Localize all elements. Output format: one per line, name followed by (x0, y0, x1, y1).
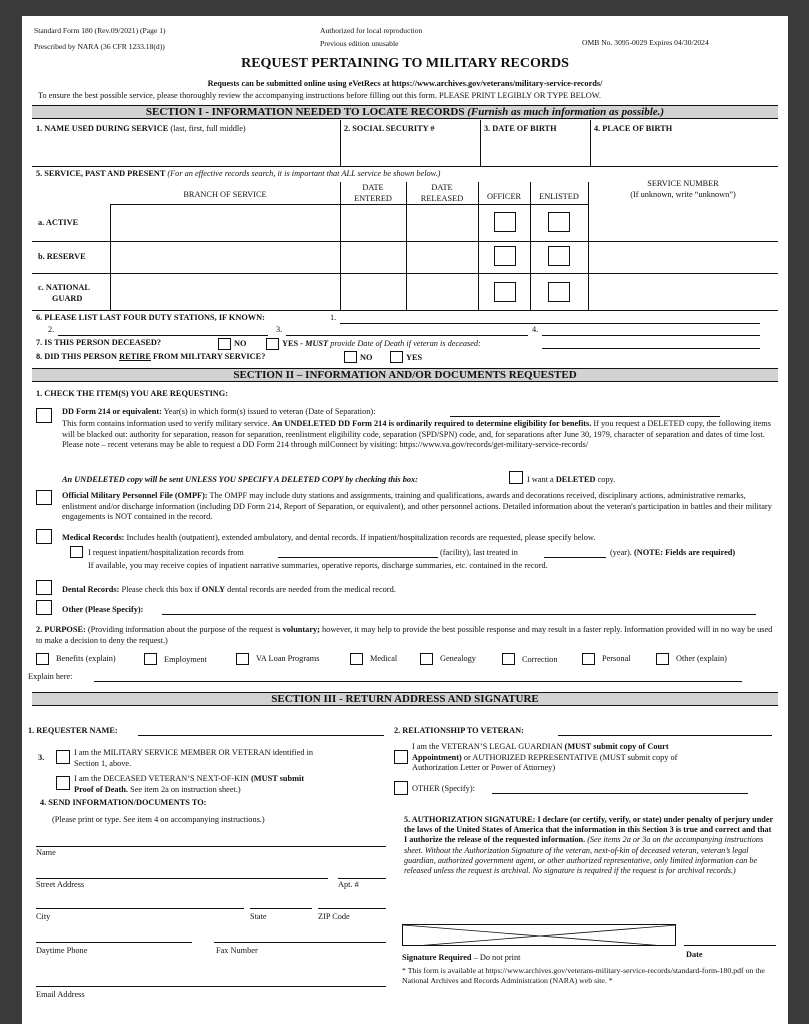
guardian-label: I am the VETERAN’S LEGAL GUARDIAN (MUST submit copy of Court Appointment) or AUTHORIZED REPRESENTATIVE (MUST submit copy of Authorization Letter or Power of Attorney) (412, 742, 678, 773)
form-title: REQUEST PERTAINING TO MILITARY RECORDS (241, 56, 569, 71)
fax-label: Fax Number (216, 946, 258, 955)
zip-line[interactable] (318, 908, 386, 909)
reproduction-note: Authorized for local reproduction (320, 26, 423, 35)
retire-yes-label: YES (406, 353, 423, 362)
signature-label: Signature Required – Do not print (402, 953, 521, 962)
purpose-medical-checkbox[interactable] (350, 653, 363, 665)
requester-name-line[interactable] (138, 735, 384, 736)
form-id: Standard Form 180 (Rev.09/2021) (Page 1) (34, 26, 166, 35)
purpose-other-label: Other (explain) (676, 654, 727, 663)
name-line[interactable] (36, 846, 386, 847)
field-1-label: 1. NAME USED DURING SERVICE (last, first, full middle) (36, 124, 246, 133)
other-relationship-line[interactable] (492, 793, 748, 794)
purpose-va-loan-checkbox[interactable] (236, 653, 249, 665)
purpose-genealogy-checkbox[interactable] (420, 653, 433, 665)
item-3-label: 3. (38, 753, 45, 762)
other-records-line[interactable] (162, 614, 756, 615)
duty-station-3-line[interactable] (286, 335, 528, 336)
purpose-employment-checkbox[interactable] (144, 653, 157, 665)
section-3-header: SECTION III - RETURN ADDRESS AND SIGNATURE (32, 692, 778, 706)
undeleted-note: An UNDELETED copy will be sent UNLESS YOU SPECIFY A DELETED COPY by checking this box: (62, 475, 418, 484)
dd214-years-line[interactable] (450, 416, 720, 417)
duty-station-1-line[interactable] (340, 323, 760, 324)
inpatient-label-a: I request inpatient/hospitalization records from (88, 548, 244, 557)
facility-line[interactable] (278, 557, 438, 558)
deceased-yes-label: YES - MUST provide Date of Death if veteran is deceased: (282, 339, 481, 348)
field-2-label: 2. SOCIAL SECURITY # (344, 124, 435, 133)
col-officer: OFFICER (486, 192, 522, 201)
purpose-medical-label: Medical (370, 654, 398, 663)
street-line[interactable] (36, 878, 328, 879)
section-1-title-note: (Furnish as much information as possible.) (467, 106, 665, 118)
phone-line[interactable] (36, 942, 192, 943)
dd214-checkbox[interactable] (36, 408, 52, 423)
field-3-label: 3. DATE OF BIRTH (484, 124, 557, 133)
other-relationship-label: OTHER (Specify): (412, 784, 475, 793)
deceased-yes-checkbox[interactable] (266, 338, 279, 350)
row-national-guard: c. NATIONAL GUARD (38, 283, 90, 303)
evetrecs-note: Requests can be submitted online using eVetRecs at https://www.archives.gov/veterans/military-service-records/ (207, 79, 603, 88)
col-date-released: DATE RELEASED (420, 183, 464, 203)
purpose-personal-checkbox[interactable] (582, 653, 595, 665)
explain-label: Explain here: (28, 672, 73, 681)
guardian-checkbox[interactable] (394, 750, 408, 764)
deleted-copy-checkbox[interactable] (509, 471, 523, 484)
relationship-line[interactable] (558, 735, 772, 736)
purpose-personal-label: Personal (602, 654, 631, 663)
dental-checkbox[interactable] (36, 580, 52, 595)
duty-station-4-line[interactable] (542, 335, 760, 336)
retire-yes-checkbox[interactable] (390, 351, 403, 363)
dob-input-area[interactable] (482, 136, 588, 164)
purpose-correction-label: Correction (522, 655, 558, 664)
omb-number: OMB No. 3095-0029 Expires 04/30/2024 (582, 38, 709, 47)
duty-station-4-num: 4. (532, 325, 539, 334)
active-enlisted-checkbox[interactable] (548, 212, 570, 232)
purpose-description: 2. PURPOSE: (Providing information about the purpose of the request is voluntary; however, it may help to provide the best possible response and may result in a faster reply. Information provided will in no way be used to make a decision to deny the request.) (36, 625, 773, 645)
deceased-no-label: NO (234, 339, 247, 348)
row-reserve: b. RESERVE (38, 252, 86, 261)
form-page (22, 16, 788, 1024)
purpose-employment-label: Employment (164, 655, 207, 664)
requester-name-label: 1. REQUESTER NAME: (28, 726, 118, 735)
section-2-header: SECTION II – INFORMATION AND/OR DOCUMENTS REQUESTED (32, 368, 778, 382)
col-service-number: SERVICE NUMBER (If unknown, write “unknown”) (630, 179, 736, 199)
name-input-area[interactable] (34, 136, 338, 164)
inpatient-checkbox[interactable] (70, 546, 83, 558)
send-to-label: 4. SEND INFORMATION/DOCUMENTS TO: (40, 798, 207, 807)
street-label: Street Address (36, 880, 85, 889)
guard-officer-checkbox[interactable] (494, 282, 516, 302)
inpatient-sub: If available, you may receive copies of inpatient narrative summaries, operative reports, discharge summaries, etc. contained in the record. (88, 561, 548, 570)
email-label: Email Address (36, 990, 85, 999)
col-enlisted: ENLISTED (539, 192, 579, 201)
medical-checkbox[interactable] (36, 529, 52, 544)
inpatient-label-b: (facility), last treated in (440, 548, 518, 557)
date-line[interactable] (684, 945, 776, 946)
email-line[interactable] (36, 986, 386, 987)
prescribed-by: Prescribed by NARA (36 CFR 1233.18(d)) (34, 42, 165, 51)
ompf-checkbox[interactable] (36, 490, 52, 505)
purpose-benefits-label: Benefits (explain) (56, 654, 116, 663)
field-7-label: 7. IS THIS PERSON DECEASED? (36, 338, 162, 347)
authorization-text: 5. AUTHORIZATION SIGNATURE: I declare (or certify, verify, or state) under penalty of perjury under the laws of the United States of America that the information in this Section 3 is true and correct and that I authorize the release of the requested information. (See items 2a or 3a on the accompanying instructions sheet. Without the Authorization Signature of the veteran, next-of-kin of deceased veteran, veteran’s legal guardian, authorized government agent, or other authorized representative, only limited information can be released unless the request is archival. No signature is required if the request is for archival records.) (404, 815, 773, 876)
retire-no-label: NO (360, 353, 373, 362)
inpatient-label-c: (year). (NOTE: Fields are required) (610, 548, 736, 557)
purpose-correction-checkbox[interactable] (502, 653, 515, 665)
member-label: I am the MILITARY SERVICE MEMBER OR VETERAN identified in Section 1, above. (74, 748, 314, 768)
ompf-description: Official Military Personnel File (OMPF): The OMPF may include duty stations and assignments, training and qualifications, awards and decorations received, disciplinary actions, administrative remarks, enlistment and/or discharge information (including DD Form 214, Report of Separation, or equivalent), and other personnel actions. Detailed information about the veteran's participation in battles and their military engagements is NOT contained in the record. (62, 491, 772, 522)
apt-label: Apt. # (338, 880, 359, 889)
zip-label: ZIP Code (318, 912, 350, 921)
purpose-va-loan-label: VA Loan Programs (256, 654, 320, 663)
col-branch: BRANCH OF SERVICE (183, 190, 267, 199)
field-5-label: 5. SERVICE, PAST AND PRESENT (For an effective records search, it is important that ALL service be shown below.) (36, 169, 441, 178)
date-label: Date (686, 950, 703, 959)
edition-note: Previous edition unusable (320, 39, 399, 48)
medical-description: Medical Records: Includes health (outpatient), extended ambulatory, and dental records. If inpatient/hospitalization records are requested, please specify below. (62, 533, 596, 542)
reserve-officer-checkbox[interactable] (494, 246, 516, 266)
state-line[interactable] (250, 908, 312, 909)
pob-input-area[interactable] (592, 136, 776, 164)
phone-label: Daytime Phone (36, 946, 88, 955)
deleted-copy-label: I want a DELETED copy. (527, 475, 616, 484)
other-records-checkbox[interactable] (36, 600, 52, 615)
date-of-death-line[interactable] (542, 348, 760, 349)
next-of-kin-label: I am the DECEASED VETERAN’S NEXT-OF-KIN (MUST submit Proof of Death. See item 2a on instruction sheet.) (74, 774, 305, 794)
section-1-title: SECTION I - INFORMATION NEEDED TO LOCATE RECORDS (145, 106, 465, 118)
section-2-q1: 1. CHECK THE ITEM(S) YOU ARE REQUESTING: (36, 389, 229, 398)
purpose-benefits-checkbox[interactable] (36, 653, 49, 665)
last-treated-line[interactable] (544, 557, 606, 558)
row-active: a. ACTIVE (38, 218, 79, 227)
city-label: City (36, 912, 51, 921)
footer-note: * This form is available at https://www.archives.gov/veterans-military-service-records/standard-form-180.pdf on the National Archives and Records Administration (NARA) web site. * (402, 966, 765, 985)
duty-station-1-num: 1. (330, 313, 337, 322)
signature-box-cross (403, 925, 676, 946)
field-6-label: 6. PLEASE LIST LAST FOUR DUTY STATIONS, IF KNOWN: (36, 313, 265, 322)
reserve-enlisted-checkbox[interactable] (548, 246, 570, 266)
member-checkbox[interactable] (56, 750, 70, 764)
next-of-kin-checkbox[interactable] (56, 776, 70, 790)
other-relationship-checkbox[interactable] (394, 781, 408, 795)
ssn-input-area[interactable] (342, 136, 478, 164)
col-date-entered: DATE ENTERED (354, 183, 392, 203)
dd214-description: This form contains information used to verify military service. An UNDELETED DD Form 214 is ordinarily required to determine eligibility for benefits. If you request a DELETED copy, the following items will be blacked out: authority for separation, reason for separation, reenlistment eligibility code, separation (SPD/SPN) code, and, for separations after June 30, 1979, character of separation and dates of time lost. Please note – recent veterans may be able to request a DD Form 214 through milConnect by visiting: https://www.va.gov/records/get-military-service-records/ (62, 419, 771, 450)
field-8-label: 8. DID THIS PERSON RETIRE FROM MILITARY SERVICE? (36, 352, 266, 361)
apt-line[interactable] (338, 878, 386, 879)
deceased-no-checkbox[interactable] (218, 338, 231, 350)
name-label: Name (36, 848, 56, 857)
dental-description: Dental Records: Please check this box if ONLY dental records are needed from the medical record. (62, 585, 396, 594)
duty-station-2-num: 2. (48, 325, 55, 334)
retire-no-checkbox[interactable] (344, 351, 357, 363)
other-records-label: Other (Please Specify): (62, 605, 144, 614)
signature-box[interactable] (402, 924, 676, 946)
purpose-other-checkbox[interactable] (656, 653, 669, 665)
purpose-genealogy-label: Genealogy (440, 654, 476, 663)
instructions-note: To ensure the best possible service, please thoroughly review the accompanying instructions before filling out this form. PLEASE PRINT LEGIBLY OR TYPE BELOW. (38, 91, 601, 100)
state-label: State (250, 912, 267, 921)
duty-station-3-num: 3. (276, 325, 283, 334)
guard-enlisted-checkbox[interactable] (548, 282, 570, 302)
dd214-label: DD Form 214 or equivalent: Year(s) in which form(s) issued to veteran (Date of Separation): (62, 407, 376, 416)
send-to-sub: (Please print or type. See item 4 on accompanying instructions.) (52, 815, 265, 824)
relationship-label: 2. RELATIONSHIP TO VETERAN: (394, 726, 524, 735)
field-4-label: 4. PLACE OF BIRTH (594, 124, 673, 133)
explain-line[interactable] (94, 681, 742, 682)
section-1-header (32, 105, 778, 119)
duty-station-2-line[interactable] (58, 335, 268, 336)
fax-line[interactable] (214, 942, 386, 943)
city-line[interactable] (36, 908, 244, 909)
active-officer-checkbox[interactable] (494, 212, 516, 232)
